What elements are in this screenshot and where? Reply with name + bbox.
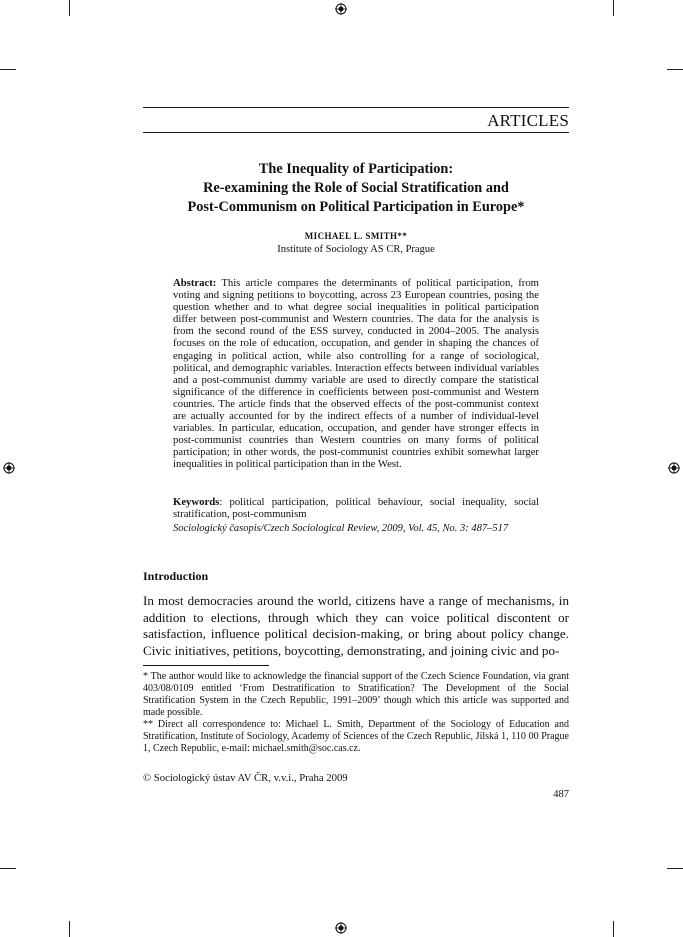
- keywords-label: Keywords: [173, 496, 220, 508]
- header-rule-bottom: [143, 132, 569, 133]
- header-rule-top: [143, 107, 569, 108]
- abstract: [173, 277, 539, 471]
- keywords: [173, 496, 539, 520]
- crop-mark: [0, 69, 16, 70]
- title-line: Re-examining the Role of Social Stratification and: [203, 180, 509, 196]
- body-paragraph: In most democracies around the world, citizens have a range of mechanisms, in addition to elections, through which they can voice political discontent or satisfaction, influence political decision-making, or bring about policy change. Civic initiatives, petitions, boycotting, demonstrating, and joining civic and po-: [143, 593, 569, 658]
- copyright: © Sociologický ústav AV ČR, v.v.i., Praha 2009: [143, 772, 348, 784]
- crop-mark: [667, 868, 683, 869]
- title-line: The Inequality of Participation:: [258, 161, 454, 177]
- author-affiliation: Institute of Sociology AS CR, Prague: [277, 244, 435, 255]
- registration-mark-icon: [3, 462, 15, 474]
- journal-citation: Sociologický časopis/Czech Sociological Review, 2009, Vol. 45, No. 3: 487–517: [173, 523, 509, 534]
- crop-mark: [613, 921, 614, 937]
- crop-mark: [613, 0, 614, 16]
- abstract-text: This article compares the determinants of political participation, from voting and signing petitions to boycotting, across 23 European countries, posing the question whether and to what degree social inequalities in political participation differ between post-communist and Western countries. The data for the analysis is from the second round of the ESS survey, conducted in 2004–2005. The analysis focuses on the role of education, occupation, and gender in shaping the chances of engaging in political action, while also controlling for a range of sociological, political, and demographic variables. Interaction effects between individual variables and a post-communist dummy variable are used to directly compare the statistical significance of the difference in coefficients between post-communist and Western countries. The article finds that the observed effects of the post-communist context are actually accounted for by the indirect effects of a number of individual-level variables. In particular, education, occupation, and gender have stronger effects in post-communist countries than Western countries on many forms of political participation; in other words, the post-communist countries exhibit somewhat larger inequalities in political participation than in the West.: [173, 277, 539, 471]
- footnote-acknowledgement: * The author would like to acknowledge the financial support of the Czech Science Foundation, via grant 403/08/0109 entitled ‘From Destratification to Stratification? The Development of the Social Stratification System in the Czech Republic, 1991–2009’ though which this article was supported and made possible.: [143, 671, 569, 718]
- footnote-correspondence: ** Direct all correspondence to: Michael L. Smith, Department of the Sociology of Education and Stratification, Institute of Sociology, Academy of Sciences of the Czech Republic, Jilská 1, 110 00 Prague 1, Czech Republic, e-mail: michael.smith@soc.cas.cz.: [143, 719, 569, 754]
- crop-mark: [667, 69, 683, 70]
- footnote-rule: [143, 665, 269, 666]
- crop-mark: [69, 0, 70, 16]
- article-title: [143, 160, 569, 217]
- registration-mark-icon: [335, 922, 347, 934]
- section-label: ARTICLES: [487, 111, 569, 130]
- abstract-label: Abstract:: [173, 277, 217, 289]
- crop-mark: [0, 868, 16, 869]
- title-line: Post-Communism on Political Participation in Europe*: [187, 199, 525, 215]
- author-name: MICHAEL L. SMITH**: [304, 231, 408, 241]
- registration-mark-icon: [668, 462, 680, 474]
- section-heading: Introduction: [143, 569, 209, 583]
- keywords-text: : political participation, political behaviour, social inequality, social stratification, post-communism: [173, 496, 539, 521]
- page-number: 487: [553, 789, 569, 800]
- registration-mark-icon: [335, 3, 347, 15]
- crop-mark: [69, 921, 70, 937]
